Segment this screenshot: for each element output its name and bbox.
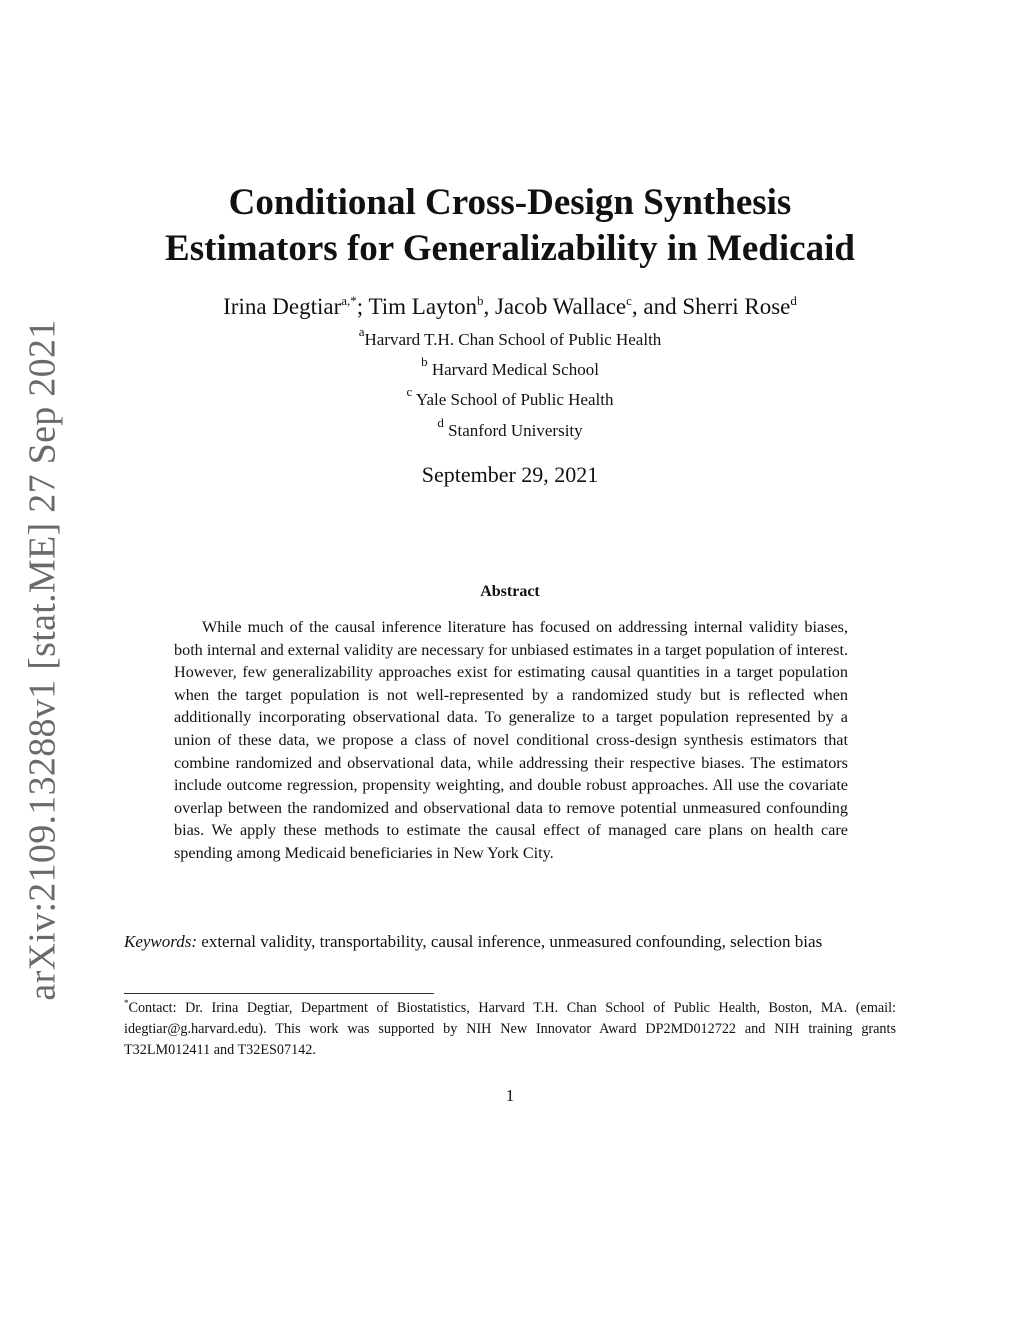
keywords	[124, 930, 896, 953]
author-separator: ,	[483, 294, 495, 319]
footnote	[124, 998, 896, 1061]
author-affiliation-mark: b	[476, 293, 484, 308]
author-name: Sherri Rose	[682, 294, 791, 319]
affiliation-text: Stanford University	[448, 421, 583, 440]
affiliation-line	[200, 324, 820, 351]
author-name: Jacob Wallace	[494, 294, 627, 319]
author-affiliation-mark: d	[790, 293, 797, 308]
affiliation-mark: c	[406, 384, 413, 399]
author-list	[120, 292, 900, 322]
author-separator: , and	[631, 294, 683, 319]
footnote-text: Contact: Dr. Irina Degtiar, Department of Biostatistics, Harvard T.H. Chan School of Public Health, Boston, MA. (email: idegtiar@g.harvard.edu). This work was supported by NIH New Innovator Award DP2MD012722 and NIH training grants T32LM012411 and T32ES07142.	[124, 1000, 896, 1058]
affiliation-line	[200, 354, 820, 381]
affiliation-line	[200, 384, 820, 411]
arxiv-stamp	[18, 319, 68, 1001]
arxiv-stamp-text: arXiv:2109.13288v1 [stat.ME] 27 Sep 2021	[22, 319, 64, 1001]
abstract-heading: Abstract	[480, 583, 540, 600]
affiliation-mark: b	[421, 354, 428, 369]
page-number: 1	[505, 1086, 515, 1105]
paper-title	[110, 180, 910, 272]
author-affiliation-mark: c	[626, 293, 632, 308]
keywords-label: Keywords:	[124, 932, 198, 951]
author-affiliation-mark: a,*	[341, 293, 357, 308]
author-name: Irina Degtiar	[223, 294, 342, 319]
affiliation-line	[200, 415, 820, 442]
affiliation-text: Harvard Medical School	[431, 360, 599, 379]
paper-title-line-2: Estimators for Generalizability in Medicaid	[165, 228, 855, 269]
author-separator: ;	[356, 294, 369, 319]
footnote-mark: *	[124, 998, 129, 1008]
affiliation-text: Yale School of Public Health	[415, 390, 614, 409]
affiliation-mark: d	[437, 415, 444, 430]
publication-date: September 29, 2021	[421, 462, 599, 487]
affiliation-text: Harvard T.H. Chan School of Public Health	[364, 330, 662, 349]
author-name: Tim Layton	[368, 294, 477, 319]
paper-title-line-1: Conditional Cross-Design Synthesis	[228, 182, 792, 223]
keywords-text: external validity, transportability, causal inference, unmeasured confounding, selection bias	[197, 932, 823, 951]
abstract-body: While much of the causal inference literature has focused on addressing internal validity biases, both internal and external validity are necessary for unbiased estimates in a target population of interest. However, few generalizability approaches exist for estimating causal quantities in a target population when the target population is not well-represented by a randomized study but is reflected when additionally incorporating observational data. To generalize to a target population represented by a union of these data, we propose a class of novel conditional cross-design synthesis estimators that combine randomized and observational data, while addressing their respective biases. The estimators include outcome regression, propensity weighting, and double robust approaches. All use the covariate overlap between the randomized and observational data to remove potential unmeasured confounding bias. We apply these methods to estimate the causal effect of managed care plans on health care spending among Medicaid beneficiaries in New York City.	[174, 618, 848, 862]
affiliation-mark: a	[358, 324, 365, 339]
footnote-divider	[124, 993, 434, 994]
